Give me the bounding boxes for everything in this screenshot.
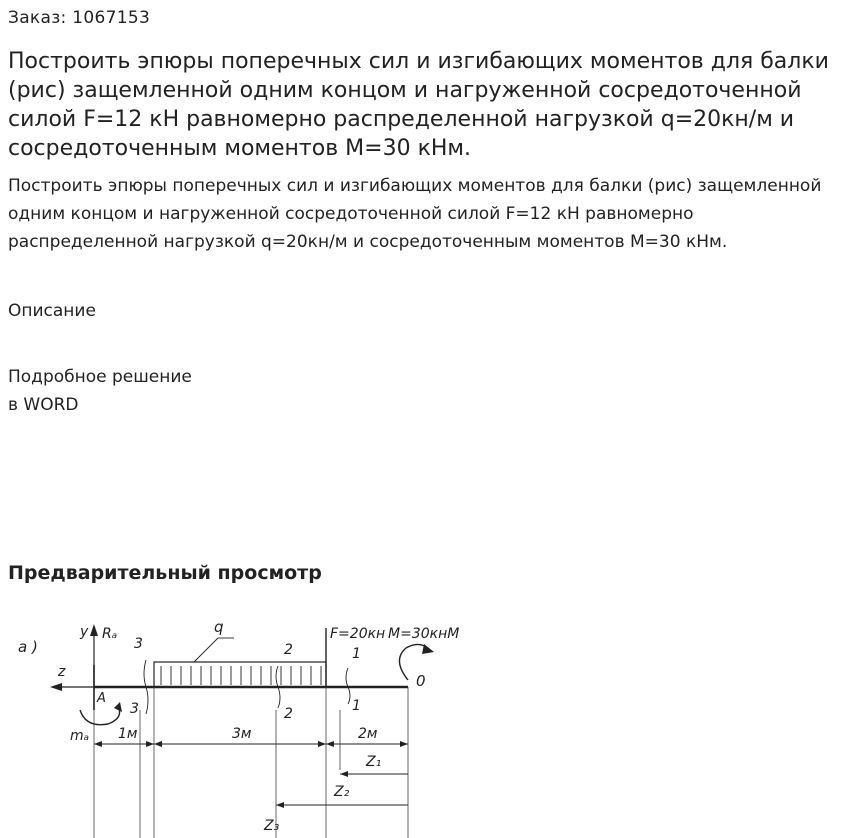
order-number: Заказ: 1067153	[8, 8, 151, 28]
z2-label: Z₂	[334, 784, 350, 800]
q-leader-line	[194, 638, 218, 662]
section-1-top: 1	[352, 646, 361, 662]
z1-label: Z₁	[366, 754, 382, 770]
load-q-label: q	[214, 618, 224, 636]
moment-ma-arc	[80, 706, 120, 725]
dimension-2m: 2м	[358, 726, 378, 742]
z-axis-label: z	[58, 664, 66, 680]
distributed-load-arrows	[161, 666, 321, 685]
section-3-bottom: 3	[130, 701, 139, 717]
task-description: Построить эпюры поперечных сил и изгибающих моментов для балки (рис) защемленной одним концом и нагруженной сосредоточенной силой F=12 кН равномерно распределенной нагрузкой q=20кн/м и сосредоточенным моментов М=30 кНм.	[8, 176, 822, 252]
preview-heading: Предварительный просмотр	[8, 562, 322, 584]
y-axis-arrowhead	[90, 624, 98, 636]
moment-m-arrowhead	[422, 644, 434, 654]
section-2-bottom: 2	[284, 706, 293, 722]
description-section-label: Описание	[8, 301, 96, 321]
point-a-label: A	[97, 691, 106, 706]
page-title: Построить эпюры поперечных сил и изгибающих моментов для балки (рис) защемленной одним концом и нагруженной сосредоточенной силой F=12 кН равномерно распределенной нагрузкой q=20кн/м и сосредоточенным моментов М=30 кНм.	[8, 49, 829, 161]
reaction-ra-label: Rₐ	[102, 626, 118, 642]
solution-line-1: Подробное решение	[8, 367, 192, 387]
moment-m-label: M=30кнМ	[388, 626, 460, 642]
z2-arrowhead	[276, 802, 284, 808]
section-2-top: 2	[284, 642, 293, 658]
solution-line-2: в WORD	[8, 395, 79, 415]
preview-beam-diagram	[8, 610, 468, 838]
section-3-top: 3	[134, 636, 143, 652]
moment-ma-label: mₐ	[70, 728, 90, 744]
section-1-bottom: 1	[352, 698, 361, 714]
distributed-load-block	[154, 662, 326, 687]
z-axis-arrowhead	[50, 683, 62, 691]
point-0-label: 0	[416, 672, 426, 690]
z3-label: Z₃	[264, 818, 280, 834]
force-f-label: F=20кн	[330, 626, 386, 642]
dimension-3m: 3м	[232, 726, 252, 742]
figure-label-a: а )	[18, 638, 38, 656]
solution-info	[8, 363, 192, 419]
moment-ma-arrowhead	[114, 702, 122, 712]
dimension-1m: 1м	[118, 726, 138, 742]
y-axis-label: y	[80, 624, 89, 640]
z1-arrowhead	[340, 771, 348, 777]
